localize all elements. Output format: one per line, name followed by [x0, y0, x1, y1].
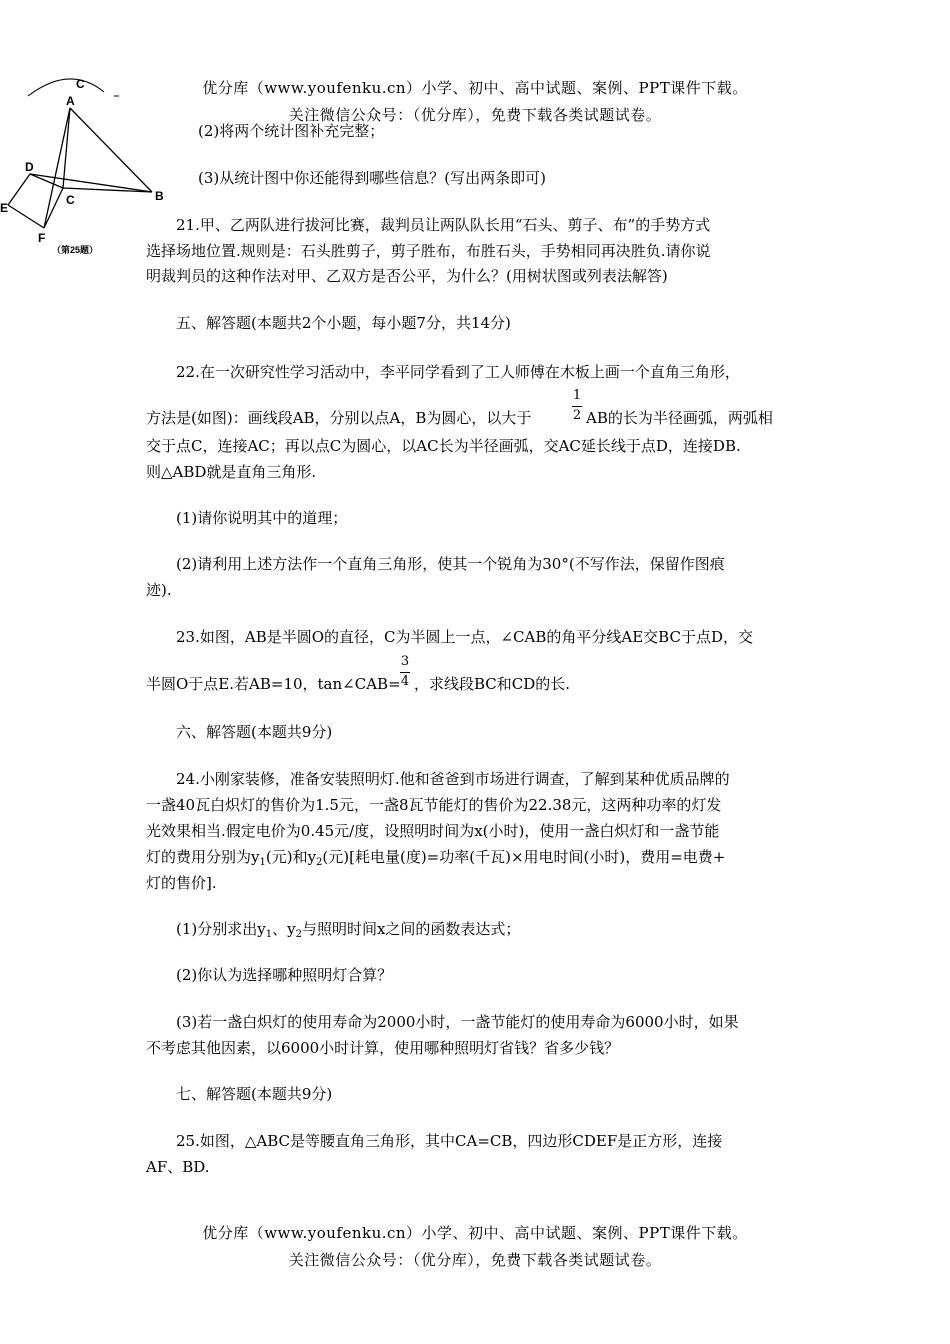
segment-AB [70, 108, 152, 192]
q24-part1-text-c: 与照明时间x之间的函数表达式； [301, 920, 521, 938]
q22-line3: 交于点C，连接AC；再以点C为圆心，以AC长为半径画弧，交AC延长线于点D，连接DB. [146, 437, 741, 455]
q23-fraction-numerator: 3 [400, 654, 410, 669]
section-7-heading: 七、解答题(本题共9分) [176, 1085, 333, 1103]
q23-line1: 23.如图，AB是半圆O的直径，C为半圆上一点，∠CAB的角平分线AE交BC于点D，交 [176, 628, 753, 646]
q22-part2-line1: (2)请利用上述方法作一个直角三角形，使其一个锐角为30°(不写作法，保留作图痕 [176, 555, 725, 573]
label-F: F [38, 231, 46, 245]
q21-line2: 选择场地位置.规则是：石头胜剪子，剪子胜布，布胜石头，手势相同再决胜负.请你说 [146, 242, 711, 260]
footer-line-1: 优分库（www.youfenku.cn）小学、初中、高中试题、案例、PPT课件下载。 [202, 1224, 748, 1242]
q24-line3: 光效果相当.假定电价为0.45元/度，设照明时间为x(小时)，使用一盏白炽灯和一盏节能 [146, 822, 720, 840]
label-C-mid: C [66, 193, 75, 207]
q24-line1: 24.小刚家装修，准备安装照明灯.他和爸爸到市场进行调查，了解到某种优质品牌的 [176, 770, 730, 788]
label-D: D [25, 160, 34, 174]
q24-line4 [146, 847, 725, 873]
q21-line3: 明裁判员的这种作法对甲、乙双方是否公平，为什么？(用树状图或列表法解答) [146, 267, 668, 285]
header-line-1: 优分库（www.youfenku.cn）小学、初中、高中试题、案例、PPT课件下载。 [202, 79, 748, 97]
segment-AC [63, 108, 70, 188]
q22-line1: 22.在一次研究性学习活动中，李平同学看到了工人师傅在木板上画一个直角三角形， [176, 363, 740, 381]
section-6-heading: 六、解答题(本题共9分) [176, 723, 333, 741]
label-A: A [66, 94, 75, 108]
q24-part1-sub2: 2 [295, 929, 302, 940]
q20-part3: (3)从统计图中你还能得到哪些信息？(写出两条即可) [198, 169, 546, 187]
figure-25-diagram [0, 70, 170, 260]
header-line-2: 关注微信公众号：（优分库），免费下载各类试题试卷。 [288, 106, 662, 124]
segment-EF [8, 205, 44, 228]
segment-AF [44, 108, 70, 228]
q24-line4-text-c: (元)[耗电量(度)=功率(千瓦)×用电时间(小时)，费用=电费+ [322, 848, 726, 866]
q25-line2: AF、BD. [146, 1158, 210, 1176]
q25-line1: 25.如图，△ABC是等腰直角三角形，其中CA=CB，四边形CDEF是正方形，连接 [176, 1132, 723, 1150]
q22-fraction-numerator: 1 [572, 388, 582, 403]
q23-fraction-denominator: 4 [400, 674, 410, 689]
q24-part1-text-a: (1)分别求出y [176, 920, 266, 938]
q24-line4-sub1: 1 [259, 857, 266, 868]
figure-caption: （第25题） [52, 245, 99, 255]
q24-part1 [176, 919, 520, 945]
q24-line5: 灯的售价]. [146, 874, 217, 892]
q22-part1: (1)请你说明其中的道理； [176, 509, 348, 527]
label-B: B [155, 189, 164, 203]
label-E: E [0, 201, 9, 215]
q22-fraction-denominator: 2 [572, 408, 582, 423]
q23-line2b: ，求线段BC和CD的长. [414, 675, 571, 693]
q23-fraction-bar [400, 672, 410, 673]
q24-part2: (2)你认为选择哪种照明灯合算？ [176, 966, 393, 984]
q24-line4-sub2: 2 [316, 857, 323, 868]
segment-DE [8, 174, 30, 205]
q22-line2b: AB的长为半径画弧，两弧相 [586, 409, 773, 427]
q24-part1-text-b: 、y [272, 920, 296, 938]
q24-part3-line1: (3)若一盏白炽灯的使用寿命为2000小时，一盏节能灯的使用寿命为6000小时，如果 [176, 1013, 739, 1031]
segment-FC [44, 188, 63, 228]
q24-line4-text-b: (元)和y [265, 848, 317, 866]
q21-line1: 21.甲、乙两队进行拔河比赛，裁判员让两队队长用“石头、剪子、布”的手势方式 [176, 216, 711, 234]
q22-fraction-bar [572, 406, 582, 407]
q22-line2a: 方法是(如图)：画线段AB，分别以点A，B为圆心，以大于 [146, 409, 532, 427]
footer-line-2: 关注微信公众号：（优分库），免费下载各类试题试卷。 [288, 1251, 662, 1269]
q22-part2-line2: 迹). [146, 581, 172, 599]
q24-line4-text-a: 灯的费用分别为y [146, 848, 260, 866]
q24-part1-sub1: 1 [265, 929, 273, 940]
q20-part2: (2)将两个统计图补充完整； [198, 122, 385, 140]
q24-part3-line2: 不考虑其他因素，以6000小时计算，使用哪种照明灯省钱？省多少钱？ [146, 1039, 620, 1057]
q24-line2: 一盏40瓦白炽灯的售价为1.5元，一盏8瓦节能灯的售价为22.38元，这两种功率的灯发 [146, 796, 722, 814]
label-C-top: C [76, 77, 85, 91]
section-5-heading: 五、解答题(本题共2个小题，每小题7分，共14分) [176, 314, 511, 332]
q23-line2a: 半圆O于点E.若AB=10，tan∠CAB= [146, 675, 401, 693]
q22-line4: 则△ABD就是直角三角形. [146, 463, 317, 481]
